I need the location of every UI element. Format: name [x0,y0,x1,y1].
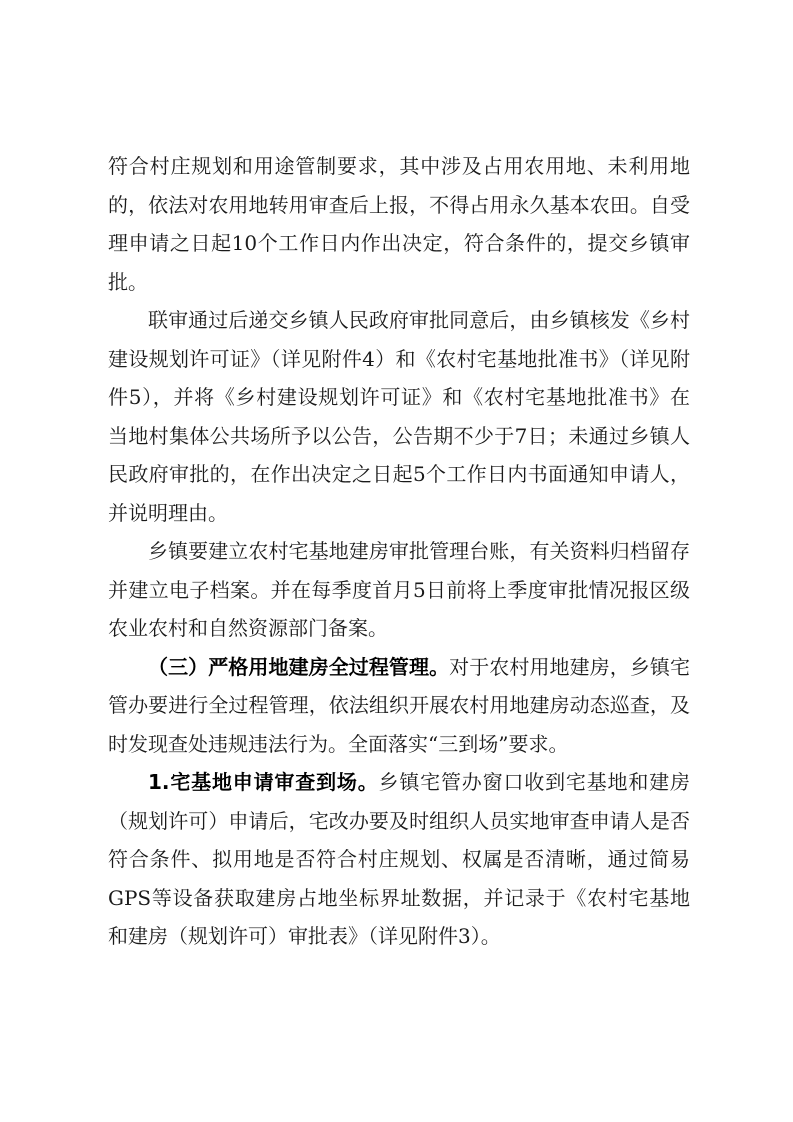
paragraph-5 [108,763,690,956]
paragraph-2 [108,301,690,532]
paragraph-5-text: 乡镇宅管办窗口收到宅基地和建房（规划许可）申请后，宅改办要及时组织人员实地审查申请人是否符合条件、拟用地是否符合村庄规划、权属是否清晰，通过简易GPS等设备获取建房占地坐标界址数据，并记录于《农村宅基地和建房（规划许可）审批表》（详见附件3）。 [108,770,691,948]
section-heading-3: （三）严格用地建房全过程管理。 [148,654,450,679]
paragraph-4 [108,648,690,764]
paragraph-1 [108,147,690,301]
subsection-heading-1: 1.宅基地申请审查到场。 [148,770,379,794]
paragraph-3 [108,532,690,648]
document-body [108,147,690,956]
paragraph-2-text: 联审通过后递交乡镇人民政府审批同意后，由乡镇核发《乡村建设规划许可证》（详见附件4）和《农村宅基地批准书》（详见附件5），并将《乡村建设规划许可证》和《农村宅基地批准书》在当地村集体公共场所予以公告，公告期不少于7日；未通过乡镇人民政府审批的，在作出决定之日起5个工作日内书面通知申请人，并说明理由。 [108,308,690,525]
paragraph-3-text: 乡镇要建立农村宅基地建房审批管理台账，有关资料归档留存并建立电子档案。并在每季度首月5日前将上季度审批情况报区级农业农村和自然资源部门备案。 [108,539,690,640]
paragraph-4-text: 对于农村用地建房，乡镇宅管办要进行全过程管理，依法组织开展农村用地建房动态巡查，及时发现查处违规违法行为。全面落实“三到场”要求。 [108,654,691,756]
paragraph-1-text: 符合村庄规划和用途管制要求，其中涉及占用农用地、未利用地的，依法对农用地转用审查后上报，不得占用永久基本农田。自受理申请之日起10个工作日内作出决定，符合条件的，提交乡镇审批。 [108,154,690,294]
